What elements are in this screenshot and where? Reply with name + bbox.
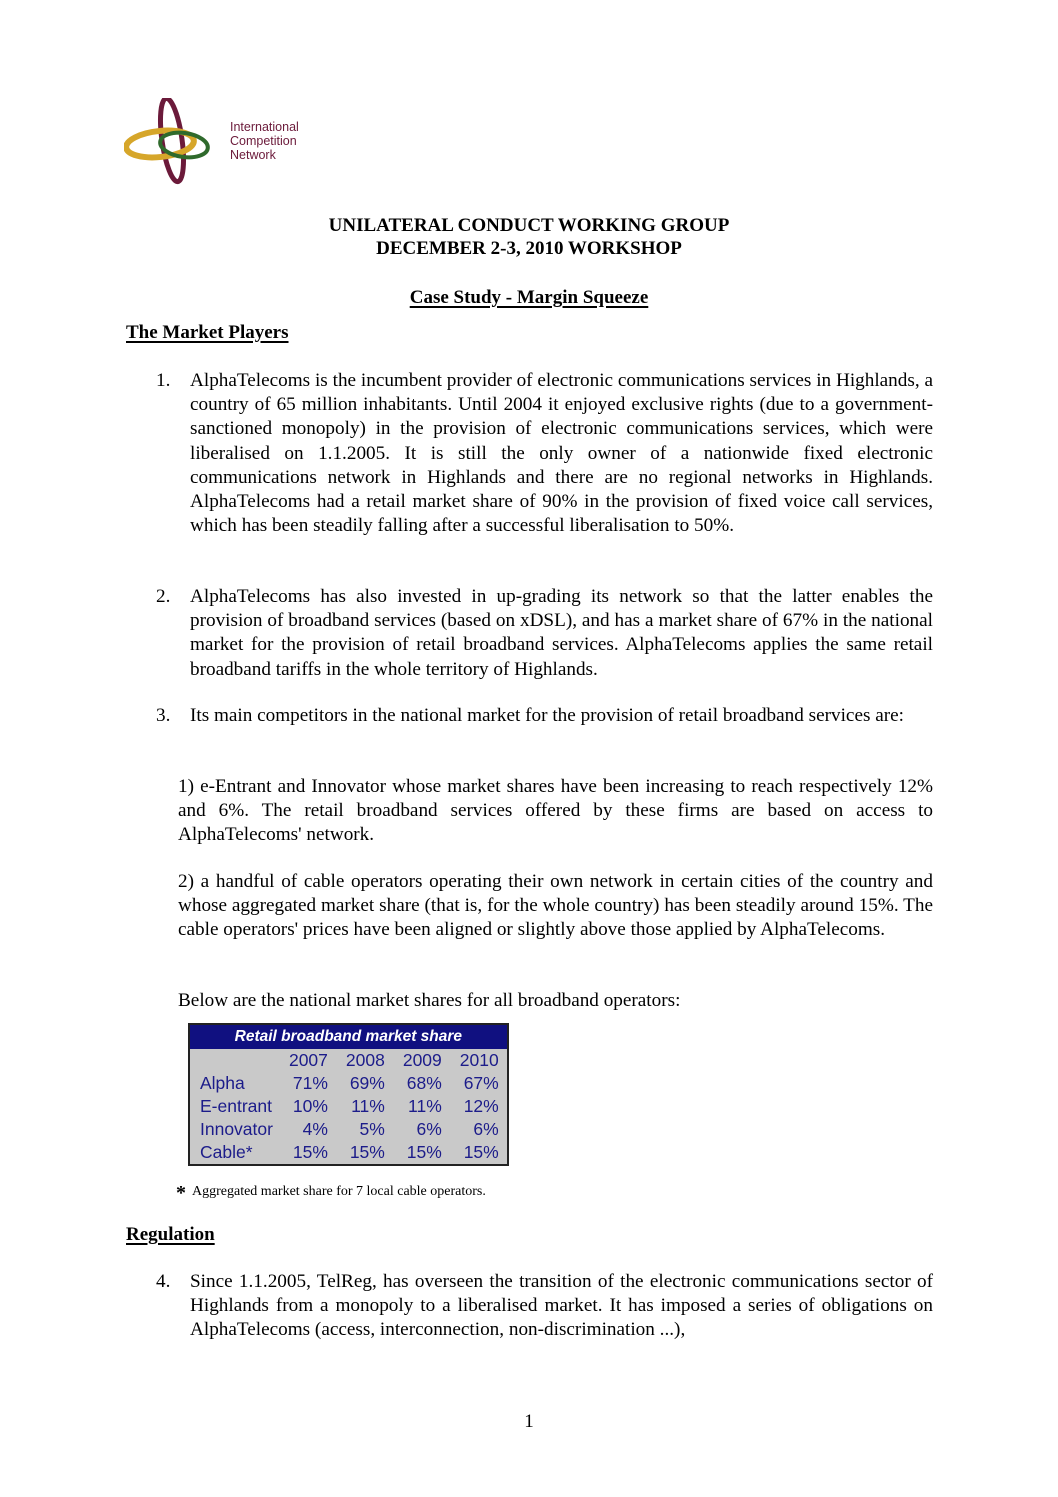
paragraph-4 — [156, 1270, 933, 1343]
table-cell: 68% — [406, 1073, 442, 1093]
table-header-row — [189, 1049, 508, 1072]
section-heading-market-players — [126, 322, 289, 344]
table-title-row — [189, 1024, 508, 1049]
heading-text: Regulation — [126, 1224, 215, 1245]
footnote-asterisk: * — [176, 1182, 186, 1204]
logo-line-2: Competition — [230, 134, 297, 148]
footnote-text: Aggregated market share for 7 local cable operators. — [192, 1184, 486, 1199]
table-cell: 15% — [349, 1142, 385, 1162]
paragraph-text: Its main competitors in the national market for the provision of retail broadband services are: — [190, 705, 904, 726]
icn-logo-icon — [124, 98, 224, 193]
table-cell: 6% — [416, 1119, 442, 1139]
section-heading-regulation — [126, 1224, 215, 1246]
paragraph-text: AlphaTelecoms has also invested in up-grading its network so that the latter enables the provision of broadband services (based on xDSL), and has a market share of 67% in the national market for the provision of retail broadband services. AlphaTelecoms applies the same retail broadband tariffs in the whole territory of Highlands. — [190, 586, 933, 680]
table-cell: 69% — [349, 1073, 385, 1093]
table-row — [189, 1141, 508, 1165]
heading-text: The Market Players — [126, 322, 289, 343]
market-share-table-container — [188, 1023, 509, 1166]
table-title: Retail broadband market share — [189, 1024, 508, 1049]
year-header: 2007 — [288, 1050, 328, 1070]
row-label: Alpha — [200, 1073, 245, 1093]
table-cell: 15% — [292, 1142, 328, 1162]
subtitle-text: Case Study - Margin Squeeze — [409, 287, 649, 308]
logo-line-3: Network — [230, 148, 276, 162]
table-row — [189, 1118, 508, 1141]
table-cell: 67% — [463, 1073, 499, 1093]
table-cell: 6% — [473, 1119, 499, 1139]
table-corner — [189, 1049, 279, 1072]
row-label: Innovator — [200, 1119, 273, 1139]
sub-paragraph-2: 2) a handful of cable operators operating their own network in certain cities of the country and whose aggregated market share (that is, for the whole country) has been steadily around 15%. The cable operators' prices have been aligned or slightly above those applied by AlphaTelecoms. — [178, 871, 933, 941]
case-study-subtitle — [0, 287, 1058, 309]
paragraph-number: 3. — [156, 705, 171, 726]
table-cell: 11% — [408, 1096, 442, 1116]
year-header: 2010 — [459, 1050, 499, 1070]
sub-paragraph-1: 1) e-Entrant and Innovator whose market shares have been increasing to reach respectively 12% and 6%. The retail broadband services offered by these firms are based on access to AlphaTelecoms' network. — [178, 776, 933, 846]
logo-line-1: International — [230, 120, 299, 134]
icn-logo — [124, 98, 324, 193]
table-cell: 15% — [463, 1142, 499, 1162]
paragraph-number: 4. — [156, 1271, 171, 1292]
year-header: 2008 — [345, 1050, 385, 1070]
table-cell: 11% — [351, 1096, 385, 1116]
table-cell: 5% — [359, 1119, 385, 1139]
paragraph-text: AlphaTelecoms is the incumbent provider of electronic communications services in Highlands, a country of 65 million inhabitants. Until 2004 it enjoyed exclusive rights (due to a government-sanctioned monopoly) in the provision of electronic communications services, which were liberalised on 1.1.2005. It is still the only owner of a nationwide fixed electronic communications network in Highlands and there are no regional networks in Highlands. AlphaTelecoms had a retail market share of 90% in the provision of fixed voice call services, which has been steadily falling after a successful liberalisation to 50%. — [190, 370, 933, 537]
table-cell: 15% — [406, 1142, 442, 1162]
row-label: E-entrant — [200, 1096, 272, 1116]
row-label: Cable* — [200, 1142, 253, 1162]
table-footnote — [176, 1182, 486, 1205]
table-cell: 71% — [292, 1073, 328, 1093]
title-line-1: UNILATERAL CONDUCT WORKING GROUP — [328, 215, 730, 236]
market-share-table — [188, 1023, 509, 1166]
table-row — [189, 1095, 508, 1118]
title-line-2: DECEMBER 2-3, 2010 WORKSHOP — [376, 238, 682, 259]
paragraph-text: Since 1.1.2005, TelReg, has overseen the transition of the electronic communications sector of Highlands from a monopoly to a liberalised market. It has imposed a series of obligations on AlphaTelecoms (access, interconnection, non-discrimination ...), — [190, 1271, 933, 1341]
paragraph-number: 1. — [156, 370, 171, 391]
table-cell: 12% — [463, 1096, 499, 1116]
year-header: 2009 — [402, 1050, 442, 1070]
icn-logo-text — [230, 120, 299, 162]
table-row — [189, 1072, 508, 1095]
paragraph-2 — [156, 585, 933, 682]
paragraph-1 — [156, 369, 933, 538]
document-title — [0, 214, 1058, 260]
paragraph-3 — [156, 704, 933, 728]
paragraph-number: 2. — [156, 586, 171, 607]
page-number: 1 — [524, 1411, 534, 1432]
table-intro: Below are the national market shares for all broadband operators: — [178, 990, 681, 1011]
table-cell: 10% — [292, 1096, 328, 1116]
table-cell: 4% — [302, 1119, 328, 1139]
